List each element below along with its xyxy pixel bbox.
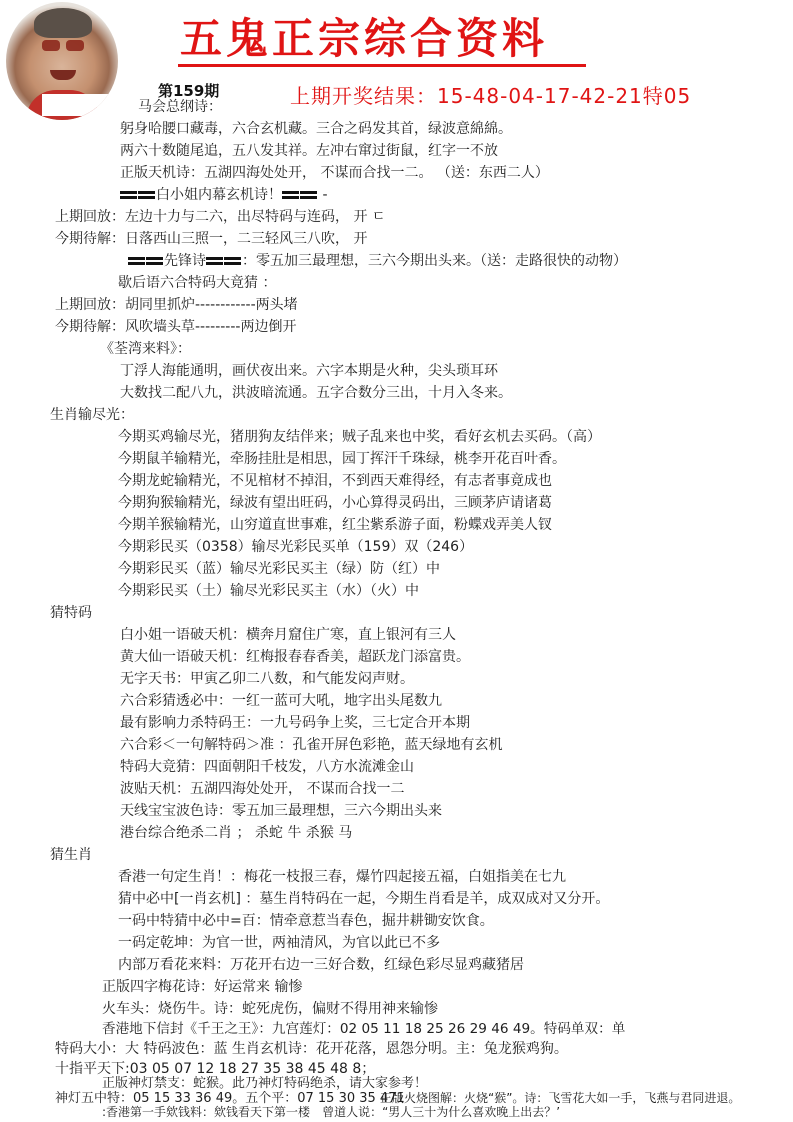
- text-line: 正版神灯禁支：蛇猴。此乃神灯特码绝杀，请大家参考！: [102, 1076, 428, 1091]
- text-line: 猜中必中[一肖玄机] ：墓生肖特码在一起，今期生肖看是羊，成双成对又分开。: [118, 891, 610, 907]
- text-line: 波贴天机：五湖四海处处开， 不谋而合找一二: [120, 781, 405, 797]
- text-line: 神灯五中特：05 15 33 36 49。五个平：07 15 30 35 471: [55, 1091, 405, 1106]
- text-line: 黄大仙一语破天机：红梅报春春香美，超跃龙门添富贵。: [120, 649, 470, 665]
- text-line: 今期彩民买（蓝）输尽光彩民买主（绿）防（红）中: [118, 561, 440, 577]
- text-line: 马会总纲诗：: [138, 99, 222, 115]
- text-line: 歇后语六合特码大竟猜 ：: [118, 275, 277, 291]
- text-line: 今期鼠羊输精光，牵肠挂肚是相思，园丁挥汗千珠绿，桃李开花百叶香。: [118, 451, 566, 467]
- title-underline: [178, 64, 586, 67]
- page-title: 五鬼正宗综合资料: [180, 14, 549, 63]
- text-line: 特码大竞猜：四面朝阳千枝发，八方水流滩金山: [120, 759, 414, 775]
- text-line: 香港一句定生肖！：梅花一枝报三春，爆竹四起接五福，白姐指美在七九: [118, 869, 566, 885]
- text-line: 正版四字梅花诗：好运常来 输惨: [102, 979, 303, 995]
- text-line: 《荃湾来料》：: [100, 341, 191, 357]
- text-line: 白小姐内幕玄机诗！ -: [120, 186, 328, 204]
- text-line: 正版天机诗：五湖四海处处开， 不谋而合找一二。 （送：东西二人）: [120, 165, 549, 181]
- section-heading: 生肖输尽光：: [50, 407, 134, 423]
- avatar-photo: [6, 2, 118, 120]
- text-line: 十指平天下:03 05 07 12 18 27 35 38 45 48 8；: [55, 1061, 376, 1077]
- text-line: 港台综合绝杀二肖 ； 杀蛇 牛 杀猴 马: [120, 825, 353, 841]
- text-line: 一码中特猜中必中=百：情牵意惹当春色，掘井耕锄安饮食。: [118, 913, 494, 929]
- text-line: 丁浮人海能通明，画伏夜出来。六字本期是火种，尖头琐耳环: [120, 363, 498, 379]
- text-line: 躬身哈腰口藏毒，六合玄机藏。三合之码发其首，绿波意綿綿。: [120, 121, 512, 137]
- section-heading: 猜特码: [50, 605, 92, 621]
- text-line: 今期待解：日落西山三照一，二三轻风三八吹， 开: [55, 231, 368, 247]
- text-line: 香港地下信封《千王之王》：九宫莲灯：02 05 11 18 25 26 29 46 49。特码单双：单: [102, 1021, 626, 1037]
- text-line: 最有影响力杀特码王：一九号码争上奖，三七定合开本期: [120, 715, 470, 731]
- text-line: 白小姐一语破天机：横奔月窟住广寒，直上银河有三人: [120, 627, 456, 643]
- section-heading: 猜生肖: [50, 847, 92, 863]
- text-line: 今期羊猴输精光，山穷道直世事难，红尘紫系游子面，粉蝶戏弄美人钗: [118, 517, 552, 533]
- text-line: 六合彩＜一句解特码＞准 ：孔雀开屏色彩艳，蓝天绿地有玄机: [120, 737, 503, 753]
- text-line: 上期回放：左边十力与二六，出尽特码与连码， 开 ㄷ: [55, 209, 386, 225]
- period-label: 第159期: [158, 82, 220, 100]
- text-line: 无字天书：甲寅乙卯二八数，和气能发闷声财。: [120, 671, 414, 687]
- last-result: [290, 80, 691, 109]
- text-line: 上期回放：胡同里抓炉------------两头堵: [55, 297, 298, 313]
- last-result-label: 上期开奖结果：: [290, 84, 437, 108]
- text-line: 六合彩猜透必中：一红一蓝可大吼，地字出头尾数九: [120, 693, 442, 709]
- text-line: 两六十数随尾追，五八发其祥。左冲右窜过街鼠，红字一不放: [120, 143, 498, 159]
- text-line: 今期狗猴输精光，绿波有望出旺码，小心算得灵码出，三顾茅庐请诸葛: [118, 495, 552, 511]
- text-line: 内部万看花来料：万花开右边一三好合数，红绿色彩尽显鸡藏猪居: [118, 957, 524, 973]
- text-line: 特码大小：大 特码波色：蓝 生肖玄机诗：花开花落，恩怨分明。主：兔龙猴鸡狗。: [55, 1041, 568, 1057]
- text-line: 香港6000元传真料：特肖：兔羊鸡猪 特双 平码：05 12 28 39 46: [102, 1119, 162, 1121]
- text-line: 今期彩民买（土）输尽光彩民买主（水）（火）中: [118, 583, 419, 599]
- text-line: 今期龙蛇输精光，不见棺材不掉泪，不到西天难得经，有志者事竟成也: [118, 473, 552, 489]
- last-result-numbers: 15-48-04-17-42-21特05: [437, 84, 692, 108]
- text-line: 今期买鸡输尽光，猪朋狗友结伴来；贼子乱来也中奖，看好玄机去买码。（高）: [118, 429, 601, 445]
- text-line: 火车头：烧伤牛。诗：蛇死虎伤，偏财不得用神来输惨: [102, 1001, 438, 1017]
- text-line: 今期待解：风吹墙头草---------两边倒开: [55, 319, 297, 335]
- text-line: 今期彩民买（0358）输尽光彩民买单（159）双（246）: [118, 539, 474, 555]
- text-line: 先锋诗 ：零五加三最理想，三六今期出头来。（送：走路很快的动物）: [128, 252, 627, 270]
- text-line: :香港第一手欸钱料：欸钱看天下第一楼 曾道人说：“男人三十为什么喜欢晚上出去？’: [102, 1105, 561, 1119]
- text-line: 大数找二配八九，洪波暗流通。五字合数分三出，十月入冬来。: [120, 385, 512, 401]
- text-line: 天线宝宝波色诗：零五加三最理想，三六今期出头来: [120, 803, 442, 819]
- text-line: 正版火烧图解：火烧“猴”。诗：飞雪花大如一手，飞燕与君同进退。: [380, 1091, 741, 1105]
- text-line: 一码定乾坤：为官一世，两袖清风，为官以此已不多: [118, 935, 440, 951]
